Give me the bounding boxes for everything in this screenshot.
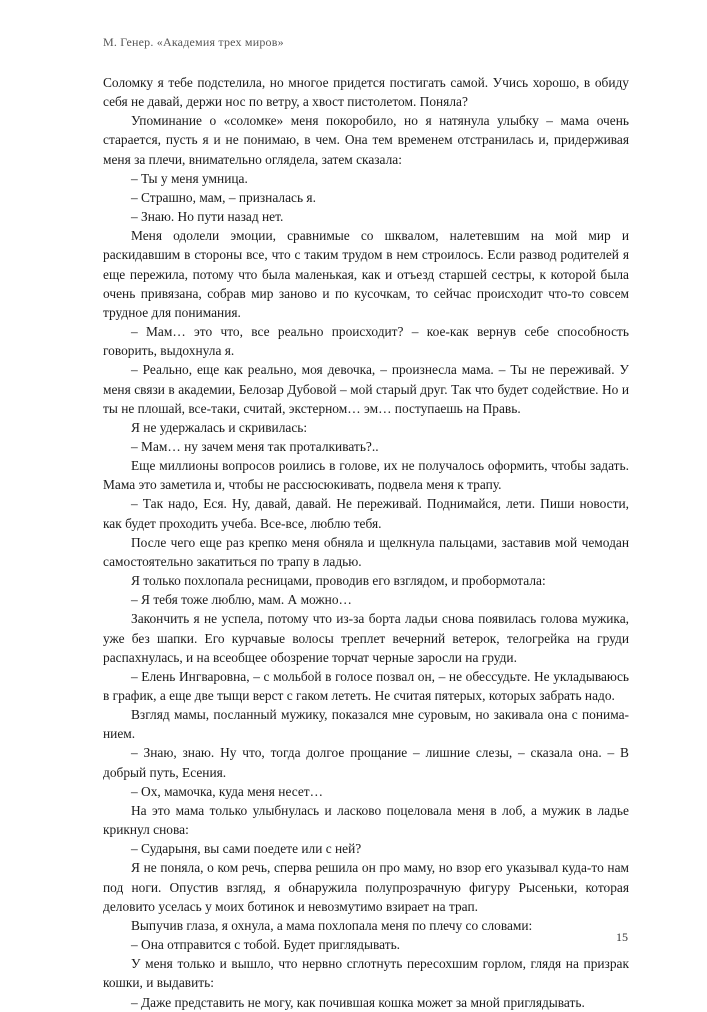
paragraph: – Сударыня, вы сами поедете или с ней? xyxy=(131,841,362,857)
paragraph: – Я тебя тоже люблю, мам. А можно… xyxy=(131,592,352,608)
paragraph: – Даже представить не могу, как почившая кошка может за мной приглядывать. xyxy=(131,994,585,1010)
paragraph: – Реально, еще как реально, моя девочка, – произнесла мама. – Ты не переживай. У меня связи в академии, Белозар Дубовой – мой старый друг. Так что будет содействие. Но и ты не плошай, все-таки, считай, экстерном… эм… поступаешь на Правь. xyxy=(103,362,629,416)
paragraph: – Она отправится с тобой. Будет приглядывать. xyxy=(131,937,401,953)
paragraph: – Знаю. Но пути назад нет. xyxy=(131,209,284,225)
text-body xyxy=(103,73,629,1012)
paragraph: Меня одолели эмоции, сравнимые со шквалом, налетевшим на мой мир и раскидавшим в стороны все, что с таким трудом в нем строилось. Если развод родителей я еще пережила, потому что была маленькая, как и отъезд старшей сестры, к которой была очень привязана, собрав мир заново и по кусочкам, то сейчас происходит что-то совсем трудное для понимания. xyxy=(103,228,629,320)
paragraph: – Знаю, знаю. Ну что, тогда долгое прощание – лишние слезы, – сказала она. – В добрый путь, Есения. xyxy=(103,745,629,780)
paragraph: Еще миллионы вопросов роились в голове, их не получалось оформить, чтобы задать. Мама это заметила и, чтобы не рассюсюкивать, подвела меня к трапу. xyxy=(103,458,629,493)
paragraph: Я только похлопала ресницами, проводив его взглядом, и пробормотала: xyxy=(131,573,546,589)
paragraph: – Мам… ну зачем меня так проталкивать?.. xyxy=(131,438,379,454)
paragraph: На это мама только улыбнулась и ласково поцеловала меня в лоб, а мужик в ладье крикнул снова: xyxy=(103,802,629,838)
paragraph: У меня только и вышло, что нервно сглотнуть пересохшим горлом, глядя на призрак кошки, и выдавить: xyxy=(103,956,629,991)
paragraph: – Елень Ингваровна, – с мольбой в голосе позвал он, – не обессудьте. Не укладываюсь в график, а еще две тыщи верст с гаком лететь. Не считая пятерых, которых забрать надо. xyxy=(103,668,629,703)
page-number: 15 xyxy=(616,930,628,944)
paragraph: – Мам… это что, все реально происходит? – кое-как вернув себе способность говорить, выдохнула я. xyxy=(103,324,629,359)
paragraph: Я не удержалась и скривилась: xyxy=(131,419,308,435)
paragraph: Я не поняла, о ком речь, сперва решила он про маму, но взор его указывал куда-то нам под ноги. Опустив взгляд, я обнаружила полупрозрачную фигуру Рысеньки, которая деловито уселась у моих ботинок и невозмутимо взирает на трап. xyxy=(103,860,629,914)
paragraph: Выпучив глаза, я охнула, а мама похлопала меня по плечу со словами: xyxy=(131,917,533,933)
paragraph: После чего еще раз крепко меня обняла и щелкнула пальцами, заставив мой чемодан самостоятельно закатиться по трапу в ладью. xyxy=(103,534,629,569)
paragraph: Закончить я не успела, потому что из-за борта ладьи снова появилась голова мужика, уже без шапки. Его курчавые волосы треплет вечерний ветерок, телогрейка на груди распахнулась, и на всеобщее обозрение торчат черные заросли на груди. xyxy=(103,611,629,665)
paragraph: – Ты у меня умница. xyxy=(131,170,248,186)
paragraph: Соломку я тебе подстелила, но многое придется постигать самой. Учись хорошо, в обиду себя не давай, держи нос по ветру, а хвост пистолетом. Поняла? xyxy=(103,75,629,110)
paragraph: – Ох, мамочка, куда меня несет… xyxy=(131,783,324,799)
paragraph: Упоминание о «соломке» меня покоробило, но я натянула улыбку – мама очень старается, пусть я и не понимаю, в чем. Она тем временем отстранилась и, придерживая меня за плечи, внимательно оглядела, затем сказала: xyxy=(103,113,629,167)
running-header: М. Генер. «Академия трех миров» xyxy=(103,35,284,49)
paragraph: – Так надо, Еся. Ну, давай, давай. Не переживай. Поднимайся, лети. Пиши новости, как будет проходить учеба. Все-все, люблю тебя. xyxy=(103,496,629,531)
paragraph: – Страшно, мам, – призналась я. xyxy=(131,189,316,205)
paragraph: Взгляд мамы, посланный мужику, показался мне суровым, но закивала она с пониманием. xyxy=(103,707,629,742)
